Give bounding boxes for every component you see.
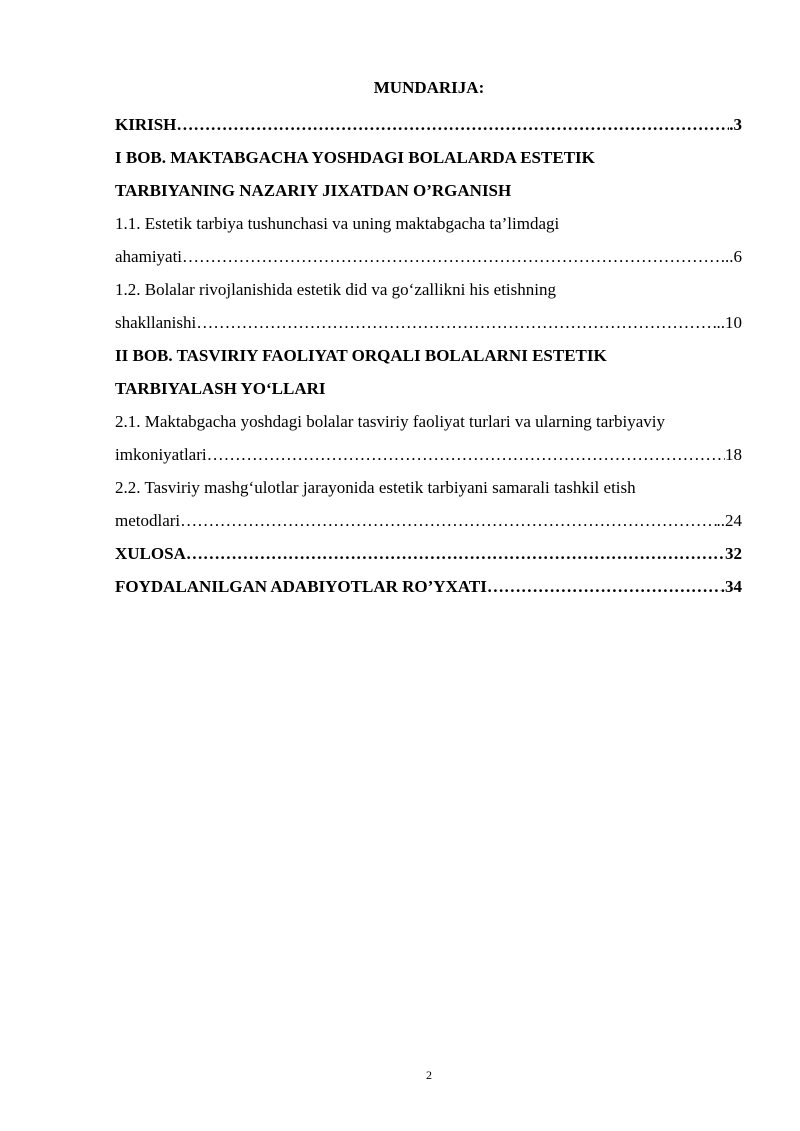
toc-entry-label: KIRISH <box>115 115 177 134</box>
toc-page-number: .34 <box>720 577 742 596</box>
toc-entry-section-1-1 <box>115 240 742 273</box>
toc-entry-label: ahamiyati <box>115 247 183 266</box>
toc-entry-label: XULOSA <box>115 544 186 563</box>
toc-page-number: ..10 <box>716 313 742 332</box>
toc-page-number: 32 <box>725 544 742 563</box>
table-of-contents <box>115 108 742 603</box>
page-number: 2 <box>426 1068 432 1082</box>
toc-chapter-1-line-2: TARBIYANING NAZARIY JIXATDAN O’RGANISH <box>115 181 512 200</box>
toc-entry-label: metodlari <box>115 511 181 530</box>
toc-entry-xulosa <box>115 537 742 570</box>
toc-page-number: ...6 <box>720 247 742 266</box>
toc-page-number: 18 <box>725 445 742 464</box>
toc-entry-label: imkoniyatlari <box>115 445 207 464</box>
toc-section-2-2-line-1: 2.2. Tasviriy mashg‘ulotlar jarayonida estetik tarbiyani samarali tashkil etish <box>115 478 636 497</box>
toc-leader-dots <box>180 504 716 537</box>
toc-leader-dots <box>196 306 716 339</box>
toc-section-1-2-line-1: 1.2. Bolalar rivojlanishida estetik did va go‘zallikni his etishning <box>115 280 556 299</box>
toc-leader-dots <box>186 537 725 570</box>
toc-entry-section-2-1 <box>115 438 742 471</box>
toc-leader-dots <box>207 438 725 471</box>
toc-entry-section-1-2 <box>115 306 742 339</box>
toc-title: MUNDARIJA: <box>373 78 485 97</box>
toc-section-2-1-line-1: 2.1. Maktabgacha yoshdagi bolalar tasviriy faoliyat turlari va ularning tarbiyaviy <box>115 412 665 431</box>
toc-entry-label: shakllanishi <box>115 313 197 332</box>
toc-page-number: .3 <box>729 115 742 134</box>
toc-leader-dots <box>182 240 721 273</box>
toc-leader-dots <box>487 570 721 603</box>
toc-entry-section-2-2 <box>115 504 742 537</box>
toc-entry-kirish <box>115 108 742 141</box>
toc-entry-adabiyotlar <box>115 570 742 603</box>
toc-chapter-2-line-1: II BOB. TASVIRIY FAOLIYAT ORQALI BOLALARNI ESTETIK <box>115 346 607 365</box>
toc-section-1-1-line-1: 1.1. Estetik tarbiya tushunchasi va uning maktabgacha ta’limdagi <box>115 214 560 233</box>
toc-page-number: ..24 <box>716 511 742 530</box>
toc-chapter-1-line-1: I BOB. MAKTABGACHA YOSHDAGI BOLALARDA ESTETIK <box>115 148 595 167</box>
toc-chapter-2-line-2: TARBIYALASH YO‘LLARI <box>115 379 326 398</box>
toc-leader-dots <box>176 108 729 141</box>
toc-entry-label: FOYDALANILGAN ADABIYOTLAR RO’YXATI <box>115 577 487 596</box>
